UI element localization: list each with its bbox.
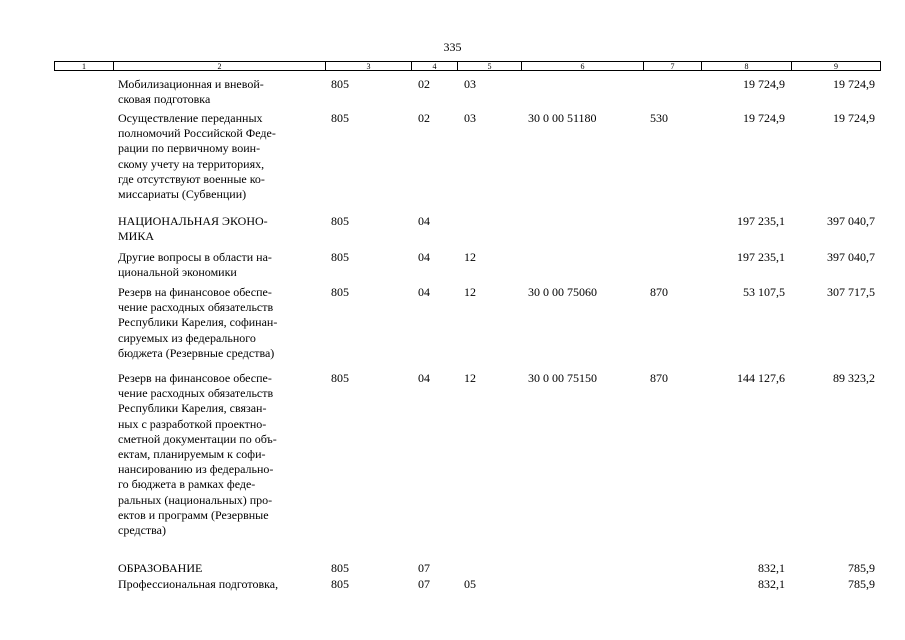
- cell-amount-2: 397 040,7: [827, 250, 875, 264]
- row-name-line: скому учету на территориях,: [118, 156, 265, 171]
- cell-section: 04: [418, 371, 430, 385]
- cell-section: 02: [418, 111, 430, 125]
- column-header-2: 2: [113, 62, 325, 70]
- cell-target-item: 30 0 00 75060: [528, 285, 597, 299]
- row-name-line: Республики Карелия, связан-: [118, 401, 267, 416]
- cell-target-item: 30 0 00 51180: [528, 111, 597, 125]
- column-header-5: 5: [457, 62, 521, 70]
- column-header-3: 3: [325, 62, 411, 70]
- row-name-line: ОБРАЗОВАНИЕ: [118, 561, 203, 575]
- row-name-line: Республики Карелия, софинан-: [118, 315, 278, 330]
- row-name-line: полномочий Российской Феде-: [118, 126, 276, 141]
- cell-expense-type: 530: [650, 111, 668, 125]
- column-header-7: 7: [643, 62, 701, 70]
- row-name-line: средства): [118, 523, 166, 538]
- row-name-line: чение расходных обязательств: [118, 386, 274, 401]
- cell-amount-2: 19 724,9: [833, 111, 875, 125]
- row-name: [118, 250, 323, 280]
- row-name-line: МИКА: [118, 229, 155, 244]
- cell-department: 805: [331, 577, 349, 591]
- row-name-line: чение расходных обязательств: [118, 300, 274, 315]
- row-name-line: сковая подготовка: [118, 92, 211, 107]
- row-name-line: миссариаты (Субвенции): [118, 187, 247, 202]
- cell-amount-2: 307 717,5: [827, 285, 875, 299]
- row-name-line: Другие вопросы в области на-: [118, 250, 272, 264]
- row-name-line: ральных (национальных) про-: [118, 492, 273, 507]
- row-name-line: НАЦИОНАЛЬНАЯ ЭКОНО-: [118, 214, 268, 228]
- row-name: [118, 561, 323, 576]
- column-header-9: 9: [791, 62, 880, 70]
- column-header-8: 8: [701, 62, 791, 70]
- cell-amount-1: 53 107,5: [743, 285, 785, 299]
- cell-department: 805: [331, 111, 349, 125]
- cell-amount-2: 19 724,9: [833, 77, 875, 91]
- cell-department: 805: [331, 214, 349, 228]
- cell-section: 04: [418, 250, 430, 264]
- cell-department: 805: [331, 561, 349, 575]
- cell-subsection: 12: [464, 371, 476, 385]
- row-name: [118, 77, 323, 107]
- row-name: [118, 214, 323, 244]
- row-name-line: го бюджета в рамках феде-: [118, 477, 256, 492]
- row-name-line: рации по первичному воин-: [118, 141, 261, 156]
- cell-subsection: 12: [464, 285, 476, 299]
- row-name: [118, 577, 323, 592]
- row-name-line: Мобилизационная и вневой-: [118, 77, 264, 91]
- row-name-line: Профессиональная подготовка,: [118, 577, 279, 591]
- cell-section: 07: [418, 561, 430, 575]
- row-name-line: где отсутствуют военные ко-: [118, 171, 265, 186]
- cell-amount-1: 832,1: [758, 561, 785, 575]
- cell-target-item: 30 0 00 75150: [528, 371, 597, 385]
- cell-department: 805: [331, 250, 349, 264]
- column-header-1: 1: [82, 62, 86, 71]
- row-name-line: ектам, планируемым к софи-: [118, 447, 266, 462]
- cell-section: 04: [418, 214, 430, 228]
- row-name-line: сметной документации по объ-: [118, 431, 277, 446]
- page-number: 335: [443, 40, 462, 54]
- cell-amount-2: 785,9: [848, 561, 875, 575]
- row-name: [118, 111, 323, 202]
- column-header-4: 4: [411, 62, 457, 70]
- row-name-line: нансированию из федерально-: [118, 462, 274, 477]
- cell-subsection: 05: [464, 577, 476, 591]
- cell-section: 04: [418, 285, 430, 299]
- cell-department: 805: [331, 77, 349, 91]
- row-name-line: ектов и программ (Резервные: [118, 507, 269, 522]
- cell-section: 07: [418, 577, 430, 591]
- cell-subsection: 12: [464, 250, 476, 264]
- cell-amount-1: 197 235,1: [737, 250, 785, 264]
- cell-amount-2: 397 040,7: [827, 214, 875, 228]
- cell-department: 805: [331, 285, 349, 299]
- cell-subsection: 03: [464, 111, 476, 125]
- row-name-line: циональной экономики: [118, 265, 237, 280]
- cell-subsection: 03: [464, 77, 476, 91]
- row-name-line: Осуществление переданных: [118, 111, 263, 125]
- cell-amount-1: 144 127,6: [737, 371, 785, 385]
- row-name: [118, 371, 323, 538]
- row-name-line: бюджета (Резервные средства): [118, 345, 275, 360]
- row-name-line: сируемых из федерального: [118, 330, 256, 345]
- column-header-6: 6: [521, 62, 643, 70]
- cell-amount-1: 832,1: [758, 577, 785, 591]
- row-name-line: ных с разработкой проектно-: [118, 416, 267, 431]
- cell-amount-1: 19 724,9: [743, 111, 785, 125]
- cell-expense-type: 870: [650, 285, 668, 299]
- row-name-line: Резерв на финансовое обеспе-: [118, 371, 272, 385]
- cell-amount-2: 785,9: [848, 577, 875, 591]
- cell-expense-type: 870: [650, 371, 668, 385]
- cell-amount-1: 19 724,9: [743, 77, 785, 91]
- row-name: [118, 285, 323, 361]
- cell-amount-2: 89 323,2: [833, 371, 875, 385]
- cell-amount-1: 197 235,1: [737, 214, 785, 228]
- cell-department: 805: [331, 371, 349, 385]
- cell-section: 02: [418, 77, 430, 91]
- row-name-line: Резерв на финансовое обеспе-: [118, 285, 272, 299]
